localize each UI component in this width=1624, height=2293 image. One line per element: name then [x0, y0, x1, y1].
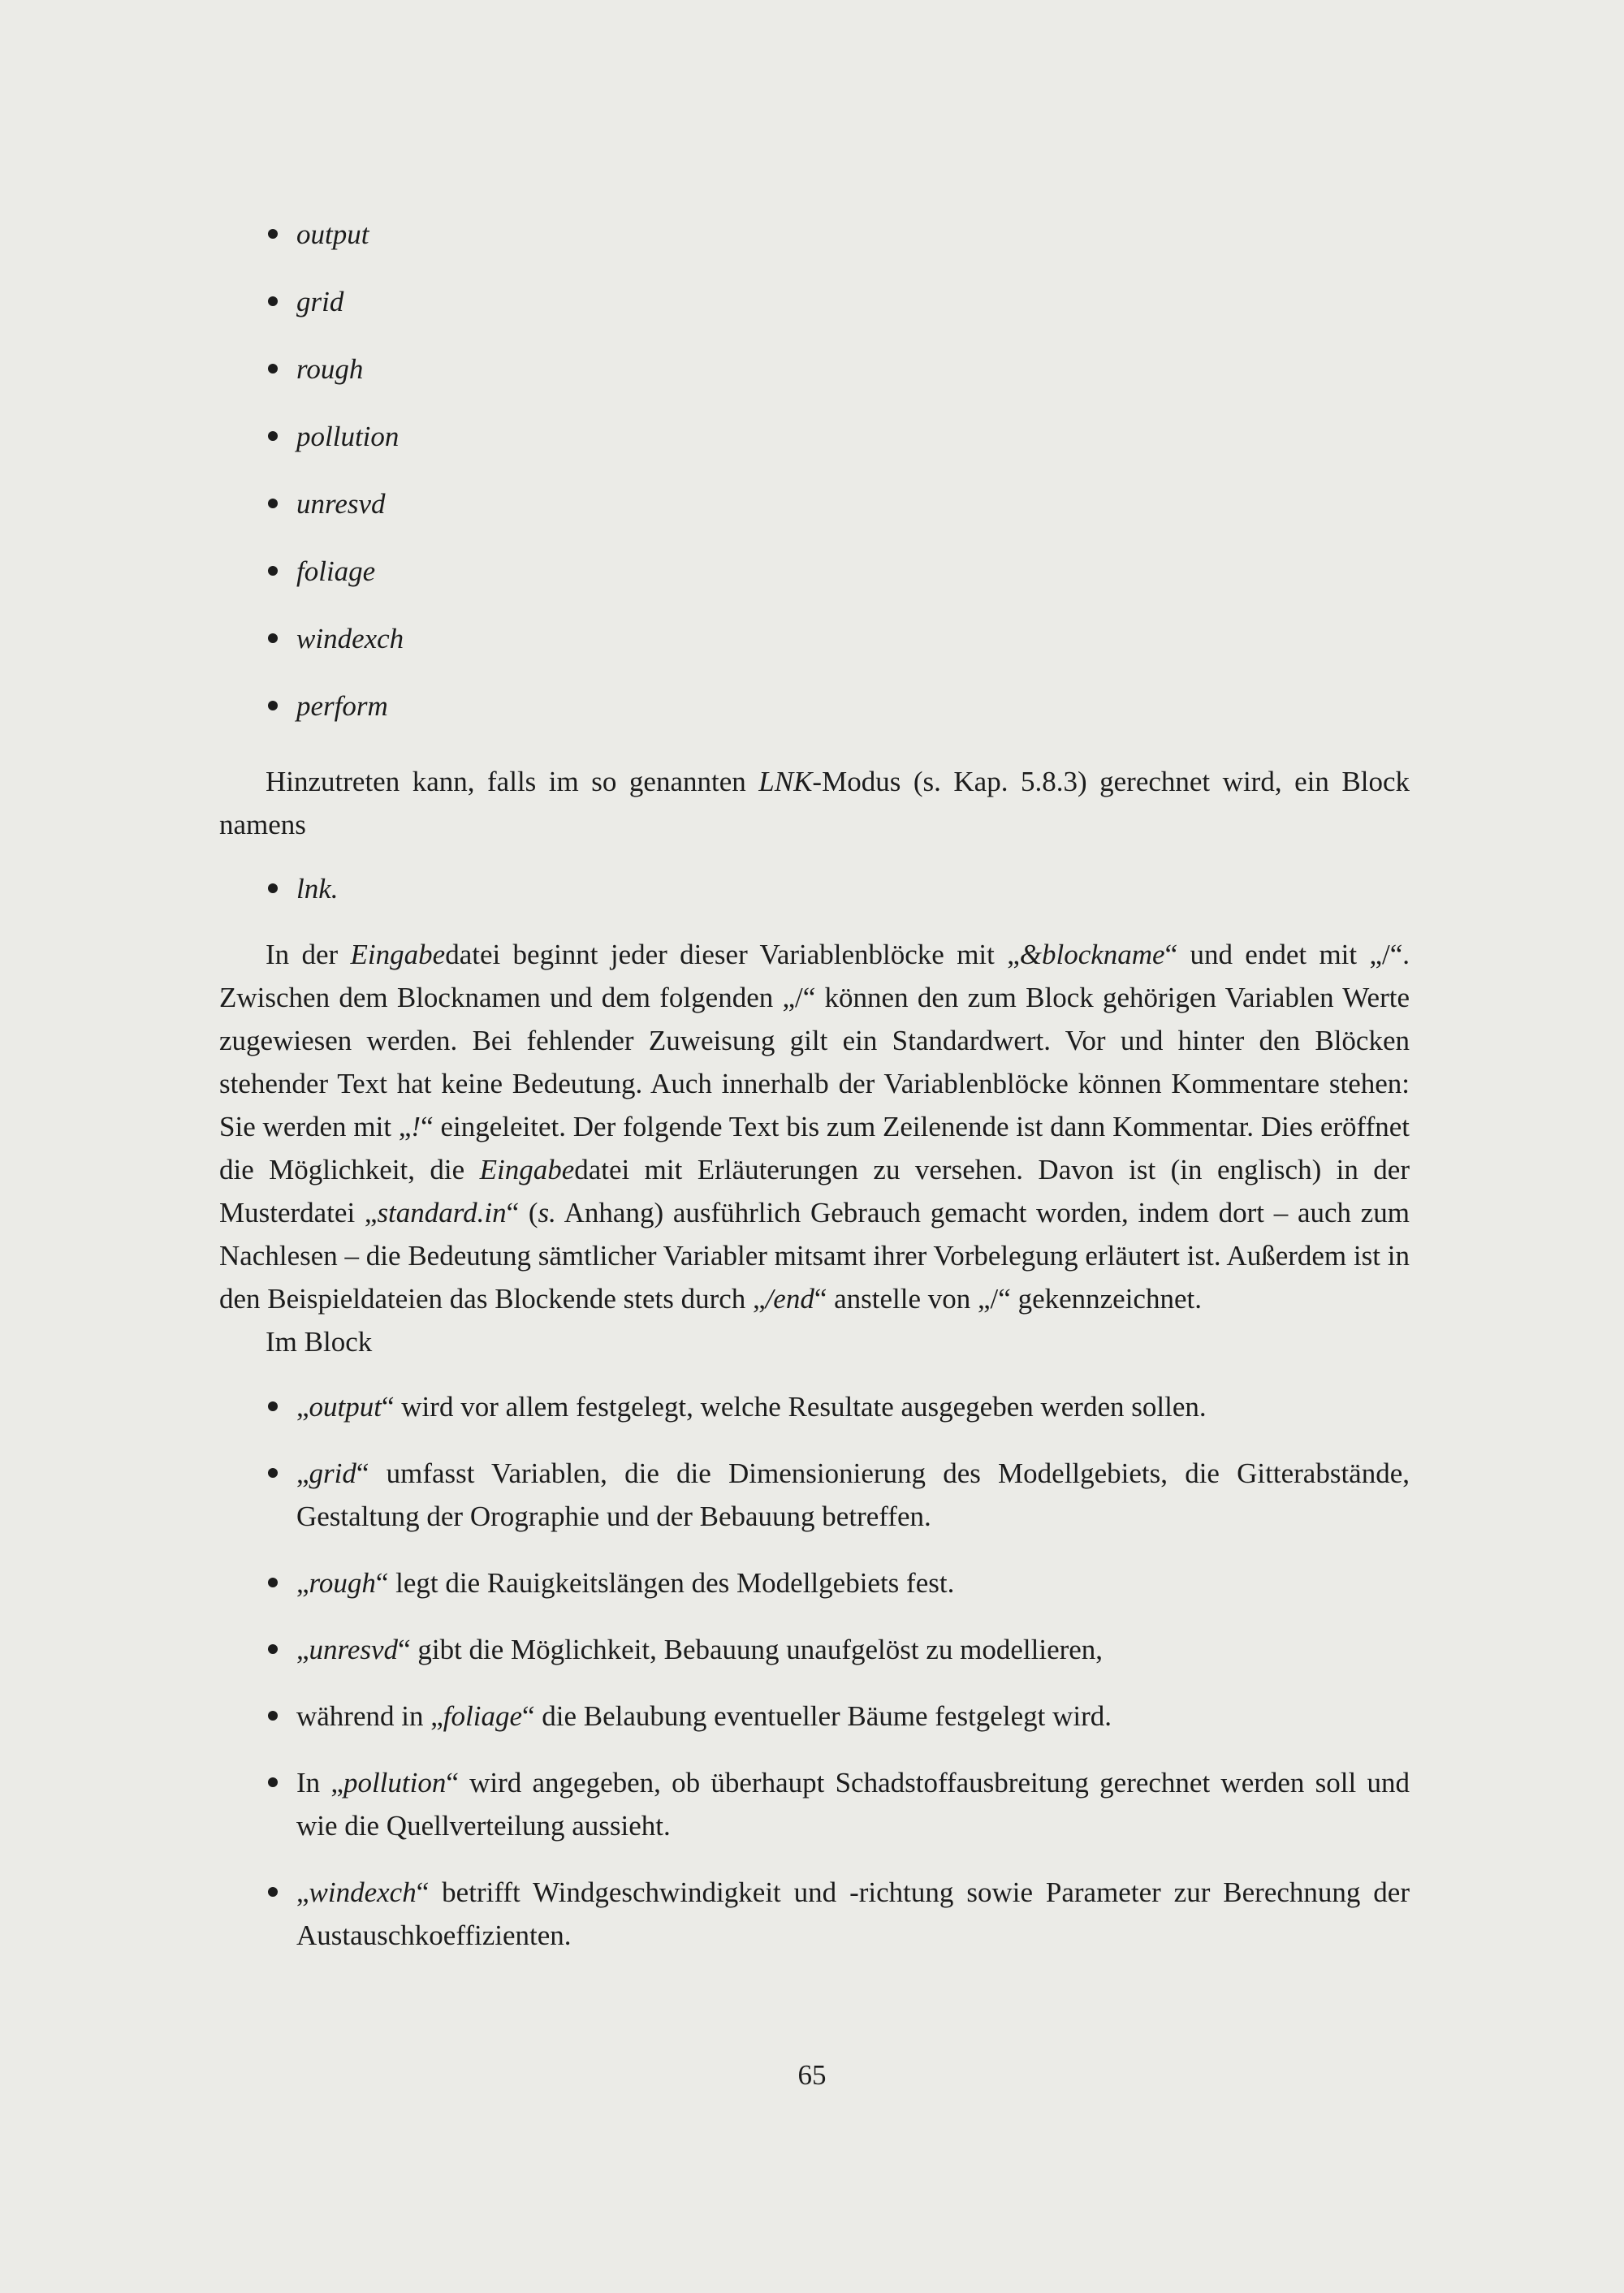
bullet-icon — [268, 633, 278, 643]
block-name: pollution — [296, 421, 400, 452]
bullet-icon — [268, 1401, 278, 1411]
list-item — [219, 280, 1410, 323]
lnk-list — [219, 867, 1410, 910]
bullet-icon — [268, 1887, 278, 1897]
list-item: „rough“ legt die Rauigkeitslängen des Modellgebiets fest. — [219, 1561, 1410, 1604]
list-item — [219, 213, 1410, 256]
bullet-icon — [268, 296, 278, 306]
list-item: während in „foliage“ die Belaubung eventueller Bäume festgelegt wird. — [219, 1695, 1410, 1738]
bullet-icon — [268, 701, 278, 710]
im-block-label: Im Block — [266, 1326, 373, 1358]
bullet-icon — [268, 1711, 278, 1721]
list-item: „windexch“ betrifft Windgeschwindigkeit und -richtung sowie Parameter zur Berechnung der Austauschkoeffizienten. — [219, 1871, 1410, 1957]
page-number: 65 — [797, 2059, 827, 2091]
bullet-icon — [268, 431, 278, 441]
paragraph-main: In der Eingabedatei beginnt jeder dieser Variablenblöcke mit „&blockname“ und endet mit „/“. Zwischen dem Blocknamen und dem folgenden „/“ können den zum Block gehörigen Variablen Werte zugewiesen werden. Bei fehlender Zuweisung gilt ein Standardwert. Vor und hinter den Blöcken stehender Text hat keine Bedeutung. Auch innerhalb der Variablenblöcke können Kommentare stehen: Sie werden mit „!“ eingeleitet. Der folgende Text bis zum Zeilenende ist dann Kommentar. Dies eröffnet die Möglichkeit, die Eingabedatei mit Erläuterungen zu versehen. Davon ist (in englisch) in der Musterdatei „standard.in“ (s. Anhang) ausführlich Gebrauch gemacht worden, indem dort – auch zum Nachlesen – die Bedeutung sämtlicher Variabler mitsamt ihrer Vorbelegung erläutert ist. Außerdem ist in den Beispieldateien das Blockende stets durch „/end“ anstelle von „/“ gekennzeichnet. — [219, 939, 1410, 1315]
bullet-icon — [268, 1777, 278, 1787]
block-description-list — [219, 1385, 1410, 1957]
list-item — [219, 617, 1410, 660]
block-name: lnk. — [296, 873, 339, 905]
block-name: unresvd — [296, 488, 386, 520]
list-item — [219, 482, 1410, 525]
bullet-icon — [268, 364, 278, 374]
block-name: output — [296, 218, 369, 250]
list-item: „output“ wird vor allem festgelegt, welche Resultate ausgegeben werden sollen. — [219, 1385, 1410, 1428]
paragraph-lnk: Hinzutreten kann, falls im so genannten LNK-Modus (s. Kap. 5.8.3) gerechnet wird, ein Block namens — [219, 766, 1410, 840]
lnk-term: LNK — [758, 766, 813, 797]
block-name: perform — [296, 690, 388, 722]
list-item — [219, 415, 1410, 458]
block-name: windexch — [296, 623, 404, 654]
block-name: grid — [296, 286, 344, 317]
bullet-icon — [268, 883, 278, 893]
block-name: foliage — [296, 555, 376, 587]
list-item — [219, 867, 1410, 910]
bullet-icon — [268, 499, 278, 508]
list-item: „unresvd“ gibt die Möglichkeit, Bebauung unaufgelöst zu modellieren, — [219, 1628, 1410, 1671]
bullet-icon — [268, 1468, 278, 1478]
list-item: In „pollution“ wird angegeben, ob überhaupt Schadstoffausbreitung gerechnet werden soll und wie die Quellverteilung aussieht. — [219, 1761, 1410, 1847]
bullet-icon — [268, 566, 278, 576]
list-item — [219, 348, 1410, 391]
bullet-icon — [268, 1578, 278, 1587]
block-name-list — [219, 213, 1410, 728]
list-item — [219, 684, 1410, 728]
block-name: rough — [296, 353, 364, 385]
bullet-icon — [268, 229, 278, 239]
bullet-icon — [268, 1644, 278, 1654]
list-item: „grid“ umfasst Variablen, die die Dimensionierung des Modellgebiets, die Gitterabstände, Gestaltung der Orographie und der Bebauung betreffen. — [219, 1452, 1410, 1538]
page-content — [219, 213, 1410, 1980]
list-item — [219, 550, 1410, 593]
